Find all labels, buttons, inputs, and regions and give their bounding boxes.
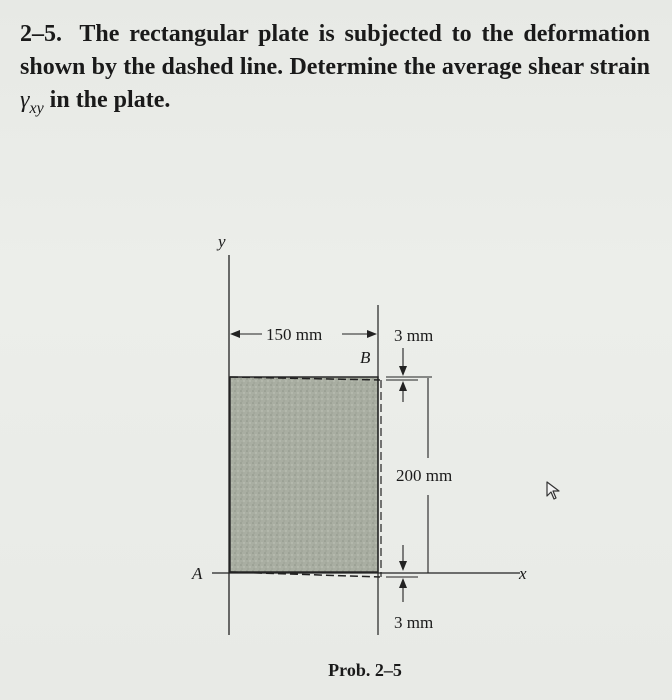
height-dim-label: 200 mm bbox=[396, 466, 453, 485]
width-dim-arrow-right bbox=[367, 330, 377, 338]
x-axis-label: x bbox=[519, 564, 527, 583]
bottom-offset-arrowhead-down bbox=[399, 561, 407, 571]
bottom-offset-label: 3 mm bbox=[394, 613, 434, 632]
top-offset-label: 3 mm bbox=[394, 326, 434, 345]
mouse-cursor-icon bbox=[543, 480, 565, 502]
shear-strain-symbol: $\gamma_{xy}$ bbox=[20, 87, 44, 117]
width-dim-arrow-left bbox=[230, 330, 240, 338]
problem-text-tail: in the plate. bbox=[49, 87, 171, 113]
problem-text: The rectangular plate is subjected to the deformation shown by the dashed line. Determine the average shear strain bbox=[20, 21, 650, 80]
bottom-offset-arrowhead-up bbox=[399, 578, 407, 588]
y-axis-label: y bbox=[218, 232, 226, 251]
width-dim-label: 150 mm bbox=[266, 325, 323, 344]
top-offset-arrowhead-up bbox=[399, 381, 407, 391]
problem-number: 2–5. bbox=[20, 21, 62, 47]
point-a-label: A bbox=[192, 564, 203, 583]
top-offset-arrowhead-down bbox=[399, 366, 407, 376]
shear-strain-subscript: xy bbox=[29, 99, 44, 117]
figure-caption: Prob. 2–5 bbox=[328, 660, 402, 680]
plate bbox=[230, 377, 378, 572]
point-b-label: B bbox=[360, 348, 371, 367]
